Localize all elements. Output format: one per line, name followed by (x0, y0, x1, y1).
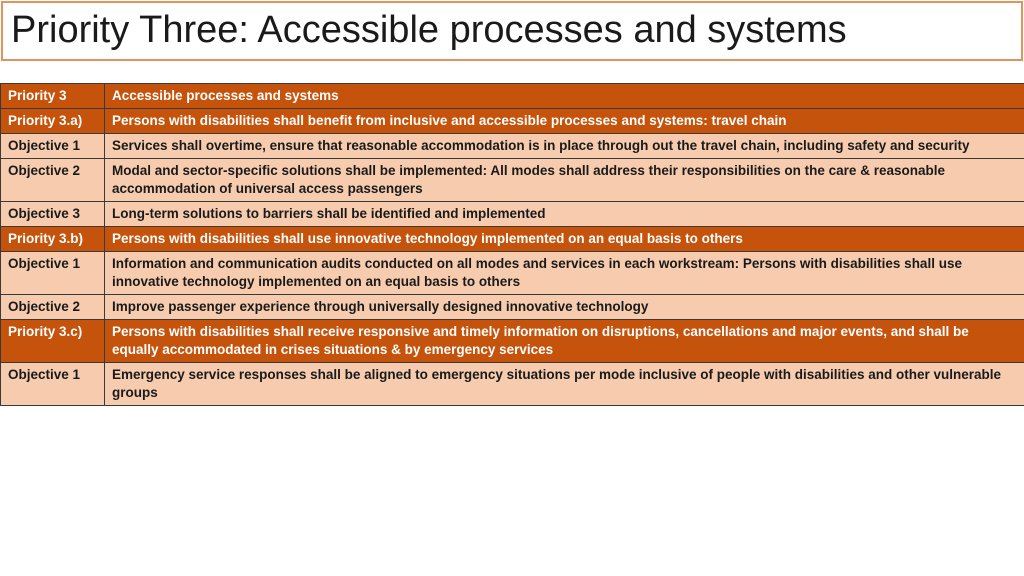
table-row (1, 320, 1024, 363)
table-row (1, 84, 1024, 109)
row-label: Objective 1 (1, 363, 105, 406)
row-label: Objective 1 (1, 252, 105, 295)
row-label: Priority 3.a) (1, 109, 105, 134)
table-row (1, 159, 1024, 202)
row-text: Services shall overtime, ensure that reasonable accommodation is in place through out the travel chain, including safety and security (105, 134, 1024, 159)
table-row (1, 252, 1024, 295)
page-title: Priority Three: Accessible processes and systems (11, 9, 847, 51)
row-label: Objective 1 (1, 134, 105, 159)
row-text: Persons with disabilities shall receive responsive and timely information on disruptions, cancellations and major events, and shall be equally accommodated in crises situations & by emergency services (105, 320, 1024, 363)
row-text: Long-term solutions to barriers shall be identified and implemented (105, 202, 1024, 227)
table-row (1, 295, 1024, 320)
row-label: Objective 2 (1, 159, 105, 202)
row-text: Accessible processes and systems (105, 84, 1024, 109)
row-text: Persons with disabilities shall benefit from inclusive and accessible processes and systems: travel chain (105, 109, 1024, 134)
row-label: Priority 3.c) (1, 320, 105, 363)
row-label: Priority 3 (1, 84, 105, 109)
row-text: Improve passenger experience through universally designed innovative technology (105, 295, 1024, 320)
priorities-table (0, 83, 1024, 406)
row-text: Modal and sector-specific solutions shall be implemented: All modes shall address their responsibilities on the care & reasonable accommodation of universal access passengers (105, 159, 1024, 202)
row-text: Emergency service responses shall be aligned to emergency situations per mode inclusive of people with disabilities and other vulnerable groups (105, 363, 1024, 406)
row-text: Information and communication audits conducted on all modes and services in each workstream: Persons with disabilities shall use innovative technology implemented on an equal basis to others (105, 252, 1024, 295)
row-text: Persons with disabilities shall use innovative technology implemented on an equal basis to others (105, 227, 1024, 252)
row-label: Priority 3.b) (1, 227, 105, 252)
table-row (1, 134, 1024, 159)
table-row (1, 202, 1024, 227)
table-row (1, 109, 1024, 134)
table-row (1, 363, 1024, 406)
row-label: Objective 2 (1, 295, 105, 320)
table-row (1, 227, 1024, 252)
title-box (1, 1, 1023, 61)
row-label: Objective 3 (1, 202, 105, 227)
